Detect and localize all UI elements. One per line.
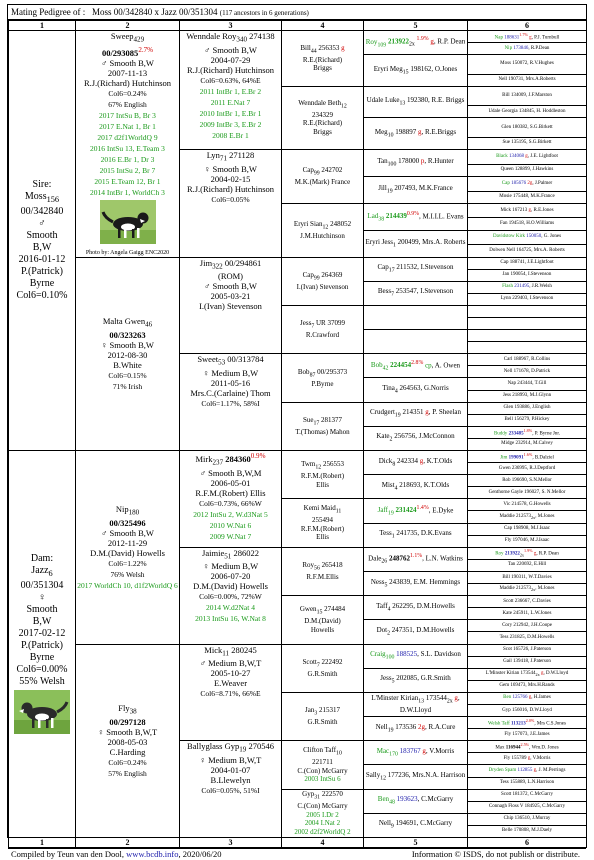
- ancestor-gen6-cell[interactable]: Udale Georgia 134845, H. Hoddleston: [468, 106, 587, 118]
- dog-award: 2017 d2f1WorldQ 9: [97, 132, 158, 142]
- sire-line: ♂: [38, 218, 46, 229]
- great-grandparent-cell[interactable]: [180, 547, 282, 644]
- dog-sex: ♀ Medium B,W: [202, 561, 259, 572]
- ancestor-gen5-cell[interactable]: Bob$_{42}$ $224454^{2.8\%}$ cp, A. Owen: [364, 354, 468, 378]
- pedigree-page: [7, 4, 587, 860]
- dam-line: Jazz: [31, 564, 49, 576]
- column-header-row: [9, 838, 587, 848]
- dog-col: Col6=0.73%, 66%W: [199, 498, 262, 508]
- dog-date: 2006-05-01: [210, 477, 251, 488]
- ancestor-gen6-cell[interactable]: Davidstow Kirk 150050, G. Jones: [468, 230, 587, 245]
- great-grandparent-cell[interactable]: [180, 149, 282, 257]
- ancestor-gen4-cell[interactable]: Clifton Taff$_{10}$ 221711 C.(Con) McGarry 2003 IntSu 6: [282, 741, 364, 789]
- pedigree-row: [9, 644, 587, 656]
- ancestor-gen6-cell[interactable]: Genthorne Gayle 196027, S. N.Mellor: [468, 487, 587, 499]
- ancestor-gen5-cell[interactable]: Kate$_2$ 256756, J.McConnon: [364, 426, 468, 450]
- dog-col: Col6=0.15%: [108, 370, 147, 380]
- dog-date: 2008-05-03: [107, 736, 148, 747]
- dog-reg: 286022: [233, 547, 259, 558]
- ancestor-gen4-cell[interactable]: Sue$_{17}$ 281377 T.(Thomas) Mahon: [282, 402, 364, 450]
- great-grandparent-cell[interactable]: [180, 257, 282, 354]
- column-header-row: [9, 21, 587, 31]
- dog-count: 429: [133, 35, 145, 44]
- dog-sex: ♀ Medium B,W: [202, 367, 259, 378]
- dog-col: Col6=0.05%, 51%I: [201, 785, 260, 795]
- ancestor-gen5-cell[interactable]: Dale$_{26}$ $248762^{1.1\%}$, L.N. Watkins: [364, 547, 468, 571]
- ancestor-gen5-cell[interactable]: Tan$_{100}$ 178000 p, R.Hunter: [364, 149, 468, 176]
- ancestor-gen6-cell[interactable]: Cap 185676 2g, J.Palmer: [468, 176, 587, 191]
- ancestor-gen6-cell[interactable]: Fly 157073, J.E.James: [468, 729, 587, 741]
- sire-photo: [100, 200, 156, 244]
- dog-pct: 0.9%: [250, 452, 266, 461]
- pedigree-row: [9, 257, 587, 269]
- dog-count: 340: [236, 35, 248, 44]
- ancestor-gen6-cell[interactable]: Bill 190311, W.T.Davies: [468, 571, 587, 583]
- dog-date: 2005-10-27: [210, 668, 251, 679]
- dog-award: 2017 WorldCh 10, d1f2WorldQ 6: [77, 580, 178, 590]
- dog-breeder: R.J.(Richard) Hutchinson: [186, 183, 275, 194]
- ancestor-gen5-cell[interactable]: Jaff$_{19}$ $231424^{1.4\%}$, E.Dyke: [364, 499, 468, 523]
- sire-cell[interactable]: [9, 31, 76, 451]
- ancestor-gen5-cell[interactable]: Mac$_{170}$ 183767 g, V.Morris: [364, 741, 468, 765]
- ancestor-gen6-cell[interactable]: Cap 198908, M.J.Isaac: [468, 523, 587, 535]
- ancestor-gen6-cell[interactable]: Fly 197046, M.J.Isaac: [468, 535, 587, 547]
- dog-breeder: B.Llewelyn: [210, 774, 251, 785]
- dog-date: 2005-03-21: [210, 291, 251, 302]
- ancestor-gen6-cell[interactable]: Fly 155789 g, V.Morris: [468, 753, 587, 765]
- dog-award: 2017 IntSu B, Br 3: [99, 110, 156, 120]
- ancestor-gen6-cell[interactable]: Fan 194518, H.O.Williams: [468, 218, 587, 230]
- dog-date: 2012-08-30: [107, 349, 148, 360]
- ancestor-gen5-cell[interactable]: Nell$_9$ 194691, C.McGarry: [364, 813, 468, 837]
- great-grandparent-cell[interactable]: [180, 644, 282, 741]
- dog-count: 38: [129, 707, 137, 716]
- ancestor-gen5-cell[interactable]: Meg$_{10}$ 198897 g, R.E.Briggs: [364, 118, 468, 150]
- dog-award: 2014 IntBr 1, WorldCh 3: [90, 187, 165, 197]
- ancestor-gen6-cell[interactable]: Rob 196690, S.N.Mellor: [468, 475, 587, 487]
- ancestor-gen6-cell[interactable]: Buddy $233485^{1.8\%}$, P. Byrne Jnr.: [468, 426, 587, 438]
- dog-col: Col6=1.22%: [108, 558, 147, 568]
- dog-breeder: D.M.(David) Howells: [193, 581, 268, 592]
- ancestor-gen6-cell[interactable]: Black 134068 g, J.E. Lightfoot: [468, 149, 587, 164]
- ancestor-gen6-cell[interactable]: Maddie $212573_{2x}$, M.Jones: [468, 584, 587, 596]
- dam-line: 55% Welsh: [19, 675, 65, 687]
- dog-count: 51: [224, 552, 232, 561]
- ancestor-gen4-cell[interactable]: Cap$_{99}$ 242702 M.K.(Mark) France: [282, 149, 364, 203]
- dog-breeder: R.J.(Richard) Hutchinson: [83, 77, 172, 88]
- ancestor-gen4-cell[interactable]: Eryri Sian$_{12}$ 248052 J.M.Hutchinson: [282, 203, 364, 257]
- ancestor-gen6-cell[interactable]: Nap $188631^{1.7\%}$ g, P.J. Turnbull: [468, 31, 587, 43]
- sire-line: B,W: [32, 242, 52, 253]
- ancestor-gen6-cell[interactable]: Max $116944^{2.5\%}$, Wm.D. Jones: [468, 741, 587, 753]
- dog-count: 53: [218, 358, 226, 367]
- dog-reg: 280245: [231, 644, 257, 655]
- ancestor-gen6-cell[interactable]: Scott 181372, C.McGarry: [468, 789, 587, 801]
- dog-name: Nip: [115, 503, 129, 514]
- ancestor-gen6-cell[interactable]: Tess 155889, L.N.Harrison: [468, 777, 587, 789]
- dog-date: 2004-02-15: [210, 173, 251, 184]
- ancestor-gen6-cell[interactable]: Chip 136510, J.Murray: [468, 813, 587, 825]
- dam-line: B,W: [32, 615, 52, 627]
- ancestor-gen6-cell[interactable]: Cory 212942, J.H.Coope: [468, 620, 587, 632]
- dog-extra: 71% Irish: [112, 381, 143, 391]
- dog-col: Col6=8.71%, 66%E: [200, 689, 261, 699]
- ancestor-gen4-cell[interactable]: Bob$_{87}$ 00/295373 P.Byrne: [282, 354, 364, 402]
- ancestor-gen6-cell[interactable]: Glen 180382, S.G.Birkett: [468, 118, 587, 137]
- dog-award: 2010 IntBr 1, E.Br 1: [199, 108, 262, 118]
- dog-award: 2012 IntSu 2, W.d3Nat 5: [193, 509, 268, 519]
- dog-col: Col6=0.00%, 72%W: [199, 592, 262, 602]
- ancestor-gen6-cell[interactable]: Gail 139418, J.Paterson: [468, 656, 587, 668]
- ancestor-gen6-cell[interactable]: Nell 171678, D.Patrick: [468, 366, 587, 378]
- dog-name: Wenndale Roy: [186, 31, 237, 41]
- dog-award: 2013 IntSu 16, W.Nat 8: [195, 614, 266, 624]
- ancestor-gen6-cell[interactable]: Scott 236667, C.Davies: [468, 596, 587, 608]
- dog-sex: ♂ Smooth B,W: [204, 281, 257, 292]
- dog-award: 2008 E.Br 1: [212, 130, 249, 140]
- ancestor-gen6-cell[interactable]: Nap 243444, T.Gill: [468, 378, 587, 390]
- dam-line: P.(Patrick): [21, 639, 63, 651]
- dog-count: 11: [222, 649, 230, 658]
- ancestor-gen6-cell[interactable]: Gyp 156016, D.W.Lloyd: [468, 704, 587, 716]
- footer-date: , 2020/06/20: [178, 849, 222, 860]
- footer-copyright: Information © ISDS, do not publish or distribute.: [411, 849, 580, 860]
- dog-name: Ballyglass Gyp: [187, 741, 240, 752]
- dog-award: 2016 E.Br 1, Dr 3: [100, 154, 155, 164]
- dam-photo: [14, 690, 70, 734]
- dam-line: Dam:: [30, 552, 54, 564]
- column-header-6: 6: [468, 838, 587, 848]
- ancestor-gen6-cell[interactable]: Bell 156279, P.Hickey: [468, 414, 587, 426]
- column-header-3: 3: [180, 838, 282, 848]
- dog-reg: 270546: [248, 741, 274, 752]
- ancestor-gen6-cell[interactable]: Gem 169473, Mrs.H.Rands: [468, 680, 587, 692]
- dam-cell[interactable]: [9, 451, 76, 838]
- ancestor-gen6-cell[interactable]: Ben 125766 g, H.James: [468, 692, 587, 704]
- ancestor-gen6-cell[interactable]: Mick 167213 g, R.E.Jones: [468, 203, 587, 218]
- ancestor-gen4-cell[interactable]: Roy$_{56}$ 265418 R.F.M.Ellis: [282, 547, 364, 595]
- dog-sex: ♀ Smooth B,W: [101, 339, 154, 350]
- dog-name: Mick: [204, 644, 223, 655]
- ancestor-gen6-cell: [468, 342, 587, 354]
- column-header-1: 1: [9, 21, 76, 31]
- dog-reg: 00/297128: [109, 716, 146, 727]
- column-header-6: 6: [468, 21, 587, 31]
- ancestor-gen5-cell[interactable]: L'Minster Kirian$_{13}$ $173544_{2x}$ g, D.W.Lloyd: [364, 692, 468, 716]
- grandparent-cell[interactable]: [76, 451, 180, 645]
- dog-breeder: I.(Ivan) Stevenson: [199, 301, 262, 312]
- dog-date: 2004-07-29: [210, 54, 251, 65]
- dog-name: Malta Gwen: [102, 315, 146, 326]
- dam-line: 2017-02-12: [18, 627, 66, 639]
- pedigree-table: [8, 20, 587, 848]
- sire-count: 156: [46, 195, 60, 204]
- ancestor-gen6-cell[interactable]: L'Minster Kirian $173544_{2x}$ g, D.W.Lloyd: [468, 668, 587, 680]
- column-header-4: 4: [282, 838, 364, 848]
- dog-reg: 274138: [249, 31, 275, 41]
- dog-sex: ♂ Smooth B,W: [101, 527, 154, 538]
- dog-reg: 271128: [229, 149, 255, 160]
- page-title: [8, 5, 586, 20]
- great-grandparent-cell[interactable]: [180, 31, 282, 150]
- dog-award: 2014 W.d2Nat 4: [206, 603, 255, 613]
- dog-sex: ♂ Smooth B,W: [101, 57, 154, 68]
- dog-award: 2017 E.Nat 1, Br 1: [99, 121, 156, 131]
- ancestor-gen6-cell: [468, 305, 587, 317]
- ancestor-gen6-cell[interactable]: Maddie $212573_{2x}$, M.Jones: [468, 511, 587, 523]
- ancestor-gen5-cell[interactable]: Crudgert$_{19}$ 214351 g, P. Sheelan: [364, 402, 468, 426]
- ancestor-gen6-cell[interactable]: Cap 188741, J.E.Lightfoot: [468, 257, 587, 269]
- ancestor-gen5-cell[interactable]: Jill$_{19}$ 207493, M.K.France: [364, 176, 468, 203]
- grandparent-cell[interactable]: [76, 31, 180, 258]
- grandparent-cell[interactable]: [76, 257, 180, 451]
- dog-reg: 00/294861: [224, 257, 262, 268]
- ancestor-gen6-cell[interactable]: Jess 218993, M.J.Glynn: [468, 390, 587, 402]
- ancestor-gen4-cell[interactable]: Jan$_3$ 215317 G.R.Smith: [282, 692, 364, 740]
- dog-sex: ♂ Smooth B,W,M: [199, 467, 262, 478]
- ancestor-gen6-cell[interactable]: Lynn 229403, I.Stevenson: [468, 293, 587, 305]
- dog-date: 2011-05-16: [210, 377, 251, 388]
- ancestor-gen6-cell[interactable]: Carl 188967, R.Collins: [468, 354, 587, 366]
- dog-reg: 00/323263: [109, 329, 146, 340]
- ancestor-gen4-cell[interactable]: Gwen$_{15}$ 274484 D.M.(David) Howells: [282, 596, 364, 644]
- dog-col: Col6=0.63%, 64%E: [200, 75, 261, 85]
- dam-line: 00/351304: [20, 579, 64, 591]
- dog-breeder: B.White: [113, 359, 142, 370]
- dog-breeder: Mrs.C.(Carlaine) Thom: [190, 387, 271, 398]
- ancestor-gen6-cell[interactable]: Kate 245911, L.W.Jones: [468, 608, 587, 620]
- dog-date: 2007-11-13: [107, 67, 148, 78]
- sire-line: Smooth: [26, 230, 58, 241]
- ancestor-gen4-cell[interactable]: Wenndale Beth$_{12}$ 234329 R.E.(Richard) Briggs: [282, 86, 364, 149]
- ancestor-gen6-cell[interactable]: Moss 150072, R.V.Hughes: [468, 55, 587, 74]
- title-label: Mating Pedigree of :: [11, 7, 86, 17]
- dog-name: Fly: [118, 702, 130, 713]
- dog-count: 237: [212, 458, 224, 467]
- ancestor-gen5-cell[interactable]: Udale Luke$_{13}$ 192380, R.E. Briggs: [364, 86, 468, 118]
- dog-reg: 284360: [225, 453, 251, 464]
- footer-compiled: [11, 849, 221, 860]
- dog-name: Sweep: [110, 31, 134, 41]
- dam-line: Smooth: [26, 603, 58, 615]
- ancestor-gen4-cell[interactable]: Scott$_7$ 222492 G.R.Smith: [282, 644, 364, 692]
- ancestor-gen6-cell[interactable]: Mosie 175448, M.K.France: [468, 191, 587, 203]
- ancestor-gen5-cell[interactable]: Cap$_{17}$ 211532, I.Stevenson: [364, 257, 468, 281]
- dog-date: 2004-01-07: [210, 764, 251, 775]
- ancestor-gen4-cell[interactable]: Kemi Maid$_{11}$ 255494 R.F.M.(Robert) Ellis: [282, 499, 364, 547]
- ancestor-gen5-cell[interactable]: Dot$_2$ 247351, D.M.Howells: [364, 620, 468, 644]
- dam-line: ♀: [38, 591, 46, 603]
- ancestor-gen6-cell[interactable]: Connagh Floss V 184925, C.McGarry: [468, 801, 587, 813]
- ancestor-gen6-cell[interactable]: Nip 173846, R.P.Dean: [468, 43, 587, 55]
- dog-award: 2010 W.Nat 6: [209, 520, 252, 530]
- ancestor-gen6-cell[interactable]: Dryden Spam 112855 g, J. M.Perrings: [468, 765, 587, 777]
- dog-breeder: R.F.M.(Robert) Ellis: [195, 487, 266, 498]
- ancestor-gen5-cell[interactable]: Sally$_{12}$ 177236, Mrs.N.A. Harrison: [364, 765, 468, 789]
- dog-award: 2009 IntBr 3, E.Br 2: [199, 119, 262, 129]
- title-note: (117 ancestors in 6 generations): [219, 9, 309, 17]
- dog-date: 2006-07-20: [210, 571, 251, 582]
- dam-count: 6: [48, 568, 53, 578]
- dog-sex: ♀ Smooth B,W: [204, 163, 257, 174]
- pedigree-row: [9, 31, 587, 43]
- ancestor-gen6-cell[interactable]: Scot 165726, J.Paterson: [468, 644, 587, 656]
- dam-line: Byrne: [29, 651, 55, 663]
- dog-name: Sweet: [197, 354, 219, 365]
- column-header-2: 2: [76, 21, 180, 31]
- ancestor-gen5-cell[interactable]: Nell$_{19}$ 173536 2g, R.A.Cure: [364, 717, 468, 741]
- dog-award: 2011 IntBr 1, E.Br 2: [199, 86, 262, 96]
- ancestor-gen6-cell[interactable]: Belle 170808, M.J.Daely: [468, 825, 587, 837]
- dog-sex: ♂ Medium B,W,T: [199, 658, 262, 669]
- ancestor-gen6-cell[interactable]: Queen 128899, J.Hawkins: [468, 164, 587, 176]
- ancestor-gen6-cell[interactable]: Tan 220692, E.Hill: [468, 559, 587, 571]
- ancestor-gen5-cell[interactable]: Eryri Meg$_{15}$ 198162, O.Jones: [364, 55, 468, 87]
- sire-line: Byrne: [29, 278, 55, 289]
- dog-award: 2015 E.Team 12, Br 1: [94, 176, 161, 186]
- ancestor-gen5-cell[interactable]: Eryri Jess$_1$ 200499, Mrs.A. Roberts: [364, 230, 468, 257]
- column-header-1: 1: [9, 838, 76, 848]
- dog-award: 2016 IntSu 13, E.Team 3: [90, 143, 165, 153]
- dog-reg: 00/313784: [227, 354, 264, 365]
- dog-count: 19: [239, 745, 247, 754]
- ancestor-gen6-cell[interactable]: Tess 231825, D.M.Howells: [468, 632, 587, 644]
- sire-line: Sire:: [32, 179, 52, 190]
- ancestor-gen6-cell[interactable]: Midge 232914, M.Calvey: [468, 438, 587, 450]
- sire-line: 00/342840: [20, 206, 64, 217]
- dog-col: Col6=0.24%: [108, 88, 147, 98]
- ancestor-gen4-cell[interactable]: Jess$_7$ UR 37099 R.Crawford: [282, 305, 364, 353]
- ancestor-gen6-cell[interactable]: Welsh Taff $113213^{2.0\%}$, Mrs C.S.Jones: [468, 717, 587, 729]
- column-header-3: 3: [180, 21, 282, 31]
- dog-name: Lyn: [206, 149, 220, 160]
- ancestor-gen5-cell[interactable]: Tina$_4$ 264563, G.Norris: [364, 378, 468, 402]
- ancestor-gen6-cell[interactable]: Roy $213922_{2x}^{1.9\%}$ g, R.P. Dean: [468, 547, 587, 559]
- dog-pct: 2.7%: [138, 45, 154, 54]
- dog-breeder: C.Harding: [109, 746, 146, 757]
- dog-extra: 67% English: [108, 99, 147, 109]
- column-header-2: 2: [76, 838, 180, 848]
- dog-reg: 00/325496: [109, 517, 146, 528]
- dog-col: Col6=1.17%, 58%I: [201, 398, 260, 408]
- great-grandparent-cell[interactable]: [180, 451, 282, 548]
- ancestor-gen5-cell[interactable]: Taff$_4$ 262295, D.M.Howells: [364, 596, 468, 620]
- dog-breeder: D.M.(David) Howells: [90, 547, 165, 558]
- sire-photo-credit: Photo by: Angela Gaigg ENC2020: [85, 249, 170, 256]
- ancestor-gen5-cell[interactable]: Dick$_8$ 242334 g, K.T.Olds: [364, 451, 468, 475]
- sire-line: Col6=0.10%: [16, 290, 68, 301]
- ancestor-gen6-cell[interactable]: Dolwen Nell 164725, Mrs.A. Roberts: [468, 245, 587, 257]
- dog-extra: 57% English: [108, 768, 147, 778]
- dog-count: 71: [219, 154, 227, 163]
- dog-award: 2015 IntSu 2, Br 7: [99, 165, 156, 175]
- page-footer: [8, 848, 586, 860]
- ancestor-gen4-cell[interactable]: Bill$_{44}$ 256353 g R.E.(Richard) Briggs: [282, 31, 364, 87]
- dog-sex: ♀ Smooth B,W,T: [97, 726, 158, 737]
- ancestor-gen6-cell: [468, 330, 587, 342]
- column-header-4: 4: [282, 21, 364, 31]
- dog-name: Mirk: [195, 453, 213, 464]
- ancestor-gen6-cell[interactable]: Nell 190731, Mrs.A.Roberts: [468, 74, 587, 86]
- great-grandparent-cell[interactable]: [180, 354, 282, 451]
- ancestor-gen5-cell: [364, 305, 468, 329]
- grandparent-cell[interactable]: [76, 644, 180, 838]
- dam-line: Col6=0.00%: [16, 663, 68, 675]
- ancestor-gen5-cell[interactable]: Bess$_7$ 253547, I.Stevenson: [364, 281, 468, 305]
- dog-count: 180: [128, 508, 140, 517]
- ancestor-gen4-cell[interactable]: Twm$_{12}$ 256553 R.F.M.(Robert) Ellis: [282, 451, 364, 499]
- ancestor-gen5-cell[interactable]: Lad$_{38}$ $214439^{0.9\%}$, M.I.I.L. Evans: [364, 203, 468, 230]
- dog-name: Jim: [199, 257, 213, 268]
- dog-sex: ♂ Smooth B,W: [204, 44, 257, 55]
- footer-link[interactable]: www.bcdb.info: [126, 849, 179, 860]
- ancestor-gen5-cell[interactable]: Ben$_{48}$ 193623, C.McGarry: [364, 789, 468, 813]
- ancestor-gen6-cell[interactable]: Sue 135195, S.G.Birkett: [468, 137, 587, 149]
- dog-col: Col6=0.24%: [108, 757, 147, 767]
- ancestor-gen5-cell[interactable]: Jess$_5$ 202085, G.R.Smith: [364, 668, 468, 692]
- dog-award: 2011 E.Nat 7: [210, 97, 251, 107]
- dog-name: Jaimie: [202, 547, 225, 558]
- dog-breeder: R.J.(Richard) Hutchinson: [186, 64, 275, 75]
- dog-extra: (ROM): [217, 271, 244, 282]
- ancestor-gen5-cell[interactable]: Roy$_{109}$ $213922_{2x}$ $^{1.9\%}$ g, R.P. Dean: [364, 31, 468, 55]
- dog-count: 322: [212, 262, 223, 271]
- ancestor-gen6-cell[interactable]: Gwen 236995, R.J.Deptford: [468, 463, 587, 475]
- dog-extra: 76% Welsh: [110, 569, 145, 579]
- ancestor-gen6-cell[interactable]: Bill 134009, J.F.Marston: [468, 86, 587, 105]
- ancestor-gen6-cell[interactable]: Glen 193886, J.English: [468, 402, 587, 414]
- dog-reg: 00/293085: [101, 47, 139, 58]
- ancestor-gen5-cell[interactable]: Tess$_1$ 241735, D.K.Evans: [364, 523, 468, 547]
- ancestor-gen6-cell[interactable]: Flash 231495, J.R.Welsh: [468, 281, 587, 293]
- sire-line: Moss: [24, 191, 47, 202]
- ancestor-gen5-cell[interactable]: Craig$_{100}$ 188525, S.L. Davidson: [364, 644, 468, 668]
- ancestor-gen5-cell[interactable]: Mist$_4$ 218693, K.T.Olds: [364, 475, 468, 499]
- dog-sex: ♀ Medium B,W,T: [199, 754, 262, 765]
- sire-line: 2016-01-12: [18, 254, 66, 265]
- ancestor-gen6-cell[interactable]: Jim $199091^{1.6\%}$, B.Dalziel: [468, 451, 587, 463]
- sire-line: P.(Patrick): [21, 266, 63, 277]
- ancestor-gen6-cell: [468, 317, 587, 329]
- dog-date: 2012-11-29: [107, 537, 148, 548]
- dog-col: Col6=0.05%: [211, 194, 250, 204]
- ancestor-gen4-cell[interactable]: Cap$_{99}$ 264369 I.(Ivan) Stevenson: [282, 257, 364, 305]
- column-header-5: 5: [364, 21, 468, 31]
- ancestor-gen4-cell[interactable]: Gyp$_{31}$ 222570 C.(Con) McGarry 2005 I.Dr 2 2004 I.Nat 2 2002 d2f2WorldQ 2: [282, 789, 364, 837]
- column-header-5: 5: [364, 838, 468, 848]
- title-text: Moss 00/342840 x Jazz 00/351304: [91, 7, 218, 17]
- ancestor-gen5-cell: [364, 330, 468, 354]
- dog-count: 46: [145, 320, 153, 329]
- ancestor-gen6-cell[interactable]: Vic 214578, G.Howells: [468, 499, 587, 511]
- great-grandparent-cell[interactable]: [180, 741, 282, 838]
- ancestor-gen6-cell[interactable]: Jan 190054, I.Stevenson: [468, 269, 587, 281]
- dog-award: 2009 W.Nat 7: [209, 531, 252, 541]
- pedigree-row: [9, 451, 587, 463]
- ancestor-gen5-cell[interactable]: Ness$_5$ 243839, E.M. Hemmings: [364, 571, 468, 595]
- dog-breeder: E.Weaver: [213, 678, 248, 689]
- footer-compiler: Compiled by Teun van den Dool,: [11, 849, 125, 860]
